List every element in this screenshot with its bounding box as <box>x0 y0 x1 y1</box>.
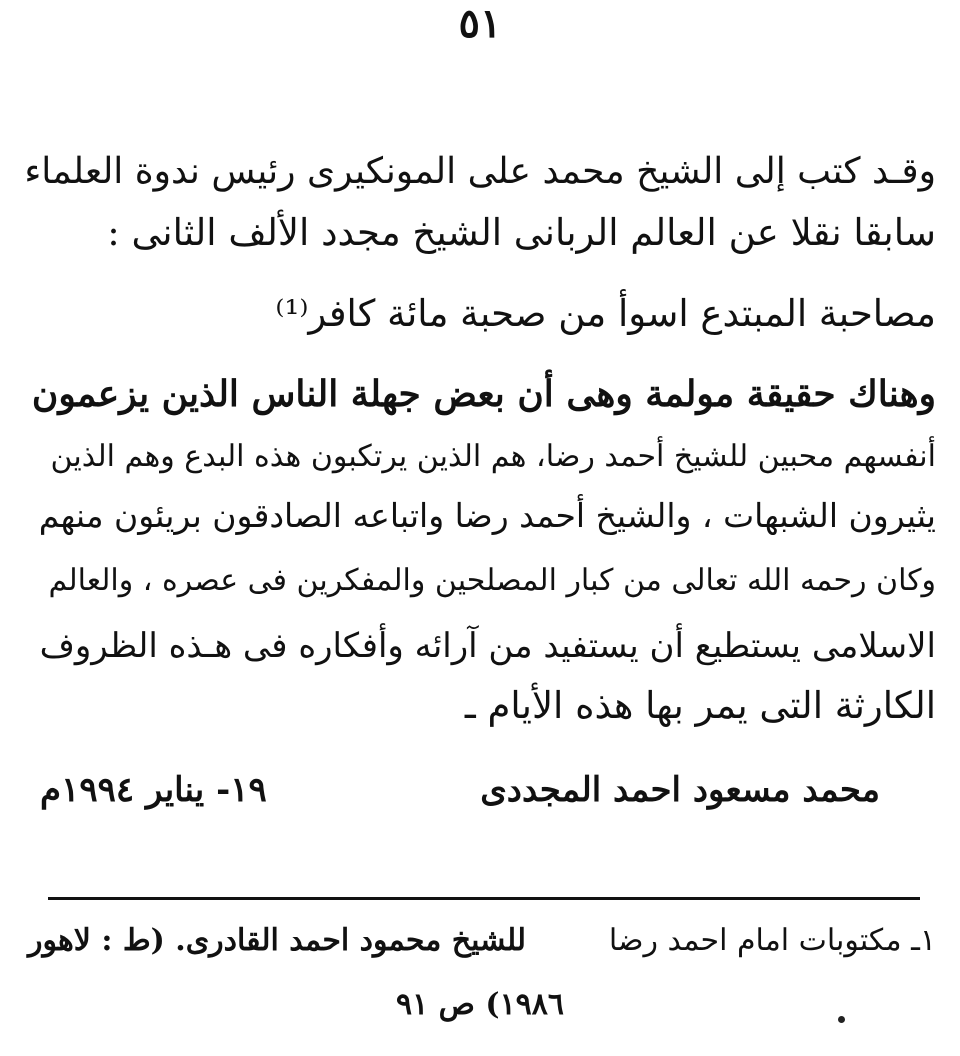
page-number: ٥١ <box>458 0 502 47</box>
paragraph-line: وهناك حقيقة مولمة وهى أن بعض جهلة الناس الذين يزعمون <box>31 373 936 415</box>
footnote-reference: ١ـ مكتوبات امام احمد رضا <box>608 923 936 958</box>
paragraph-line: الكارثة التى يمر بها هذه الأيام ـ <box>464 684 936 727</box>
paragraph-line: وكان رحمه الله تعالى من كبار المصلحين والمفكرين فى عصره ، والعالم <box>48 563 936 598</box>
paragraph-line: يثيرون الشبهات ، والشيخ أحمد رضا واتباعه الصادقون بريئون منهم <box>38 496 936 535</box>
footnote-source: للشيخ محمود احمد القادرى. (ط : لاهور <box>28 923 527 958</box>
paragraph-line: أنفسهم محبين للشيخ أحمد رضا، هم الذين يرتكبون هذه البدع وهم الذين <box>50 439 936 474</box>
paragraph-line: وقـد كتب إلى الشيخ محمد على المونكيرى رئيس ندوة العلماء <box>24 151 936 192</box>
signature-author: محمد مسعود احمد المجددى <box>480 770 880 810</box>
footnote-line <box>28 918 936 964</box>
footnote-continuation: ١٩٨٦) ص ٩١ <box>395 987 565 1022</box>
footnote-divider <box>48 897 920 900</box>
paragraph-line: سابقا نقلا عن العالم الربانى الشيخ مجدد الألف الثانى : <box>107 211 936 254</box>
paragraph-line: الاسلامى يستطيع أن يستفيد من آرائه وأفكاره فى هـذه الظروف <box>39 626 936 666</box>
quote-line: مصاحبة المبتدع اسوأ من صحبة مائة كافر⁽¹⁾ <box>275 292 936 335</box>
signature-date: ١٩- يناير ١٩٩٤م <box>40 770 267 810</box>
ink-speck <box>838 1016 845 1023</box>
signature-row <box>40 762 880 818</box>
